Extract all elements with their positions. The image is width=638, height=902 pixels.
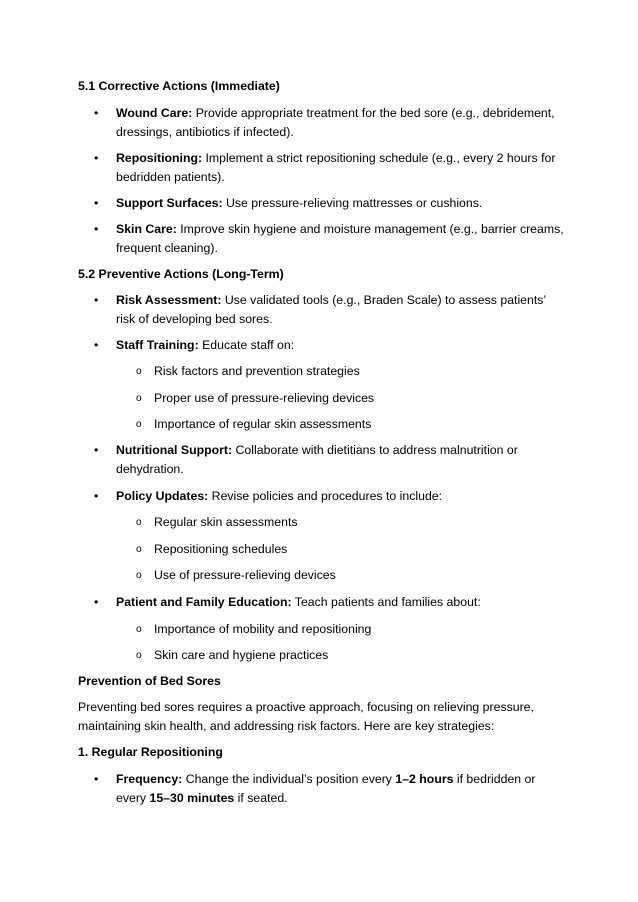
repositioning-heading: 1. Regular Repositioning	[78, 745, 223, 759]
sub-item-text: Proper use of pressure-relieving devices	[154, 391, 375, 405]
bullet-icon: •	[94, 595, 99, 609]
sub-list-item	[136, 513, 556, 532]
circle-bullet-icon: o	[136, 419, 142, 430]
bullet-icon: •	[94, 293, 99, 307]
bullet-icon: •	[94, 222, 99, 236]
item-label: Patient and Family Education:	[116, 595, 292, 609]
item-label: Policy Updates:	[116, 489, 209, 503]
sub-list-item	[136, 566, 556, 585]
item-emphasis: 15–30 minutes	[149, 791, 235, 805]
sub-list-item	[136, 415, 556, 434]
item-text: Implement a strict repositioning schedule (e.g., every 2 hours for bedridden patients).	[116, 151, 556, 184]
prevention-heading: Prevention of Bed Sores	[78, 674, 221, 688]
section-5-1-heading: 5.1 Corrective Actions (Immediate)	[78, 79, 280, 93]
list-item-policy-updates	[94, 487, 564, 506]
item-text: if bedridden or every	[116, 772, 536, 805]
sub-item-text: Skin care and hygiene practices	[154, 648, 329, 662]
circle-bullet-icon: o	[136, 650, 142, 661]
list-item-wound-care	[94, 104, 564, 142]
prevention-intro: Preventing bed sores requires a proactive approach, focusing on relieving pressure, maintaining skin health, and addressing risk factors. Here are key strategies:	[78, 700, 534, 733]
bullet-icon: •	[94, 772, 99, 786]
circle-bullet-icon: o	[136, 366, 142, 377]
list-item-skin-care	[94, 220, 564, 258]
item-text: if seated.	[234, 791, 288, 805]
item-text: Use pressure-relieving mattresses or cushions.	[222, 196, 483, 210]
sub-item-text: Importance of mobility and repositioning	[154, 622, 372, 636]
bullet-icon: •	[94, 443, 99, 457]
circle-bullet-icon: o	[136, 570, 142, 581]
bullet-icon: •	[94, 106, 99, 120]
bullet-icon: •	[94, 338, 99, 352]
circle-bullet-icon: o	[136, 393, 142, 404]
sub-list-item	[136, 362, 556, 381]
sub-item-text: Regular skin assessments	[154, 515, 298, 529]
list-item-frequency	[94, 770, 564, 808]
list-item-patient-family-education	[94, 593, 564, 612]
sub-list-item	[136, 620, 556, 639]
list-item-risk-assessment	[94, 291, 564, 329]
sub-item-text: Importance of regular skin assessments	[154, 417, 372, 431]
sub-item-text: Risk factors and prevention strategies	[154, 364, 360, 378]
item-label: Nutritional Support:	[116, 443, 233, 457]
item-label: Risk Assessment:	[116, 293, 222, 307]
circle-bullet-icon: o	[136, 624, 142, 635]
sub-item-text: Use of pressure-relieving devices	[154, 568, 336, 582]
item-label: Repositioning:	[116, 151, 203, 165]
item-text: Revise policies and procedures to include:	[208, 489, 443, 503]
item-text: Change the individual’s position every	[182, 772, 396, 786]
list-item-support-surfaces	[94, 194, 564, 213]
bullet-icon: •	[94, 489, 99, 503]
list-item-repositioning	[94, 149, 564, 187]
item-text: Provide appropriate treatment for the bed sore (e.g., debridement, dressings, antibiotics if infected).	[116, 106, 555, 139]
item-label: Skin Care:	[116, 222, 177, 236]
bullet-icon: •	[94, 151, 99, 165]
list-item-staff-training	[94, 336, 564, 355]
item-text: Collaborate with dietitians to address malnutrition or dehydration.	[116, 443, 518, 476]
item-label: Frequency:	[116, 772, 183, 786]
list-item-nutritional-support	[94, 441, 564, 479]
item-label: Wound Care:	[116, 106, 193, 120]
circle-bullet-icon: o	[136, 517, 142, 528]
section-5-2-heading: 5.2 Preventive Actions (Long-Term)	[78, 267, 284, 281]
sub-list-item	[136, 540, 556, 559]
item-text: Teach patients and families about:	[291, 595, 481, 609]
sub-item-text: Repositioning schedules	[154, 542, 288, 556]
item-emphasis: 1–2 hours	[395, 772, 454, 786]
sub-list-item	[136, 646, 556, 665]
item-text: Educate staff on:	[198, 338, 295, 352]
bullet-icon: •	[94, 196, 99, 210]
item-label: Support Surfaces:	[116, 196, 223, 210]
circle-bullet-icon: o	[136, 544, 142, 555]
item-label: Staff Training:	[116, 338, 199, 352]
sub-list-item	[136, 389, 556, 408]
item-text: Use validated tools (e.g., Braden Scale) to assess patients’ risk of developing bed sores.	[116, 293, 546, 326]
item-text: Improve skin hygiene and moisture management (e.g., barrier creams, frequent cleaning).	[116, 222, 564, 255]
